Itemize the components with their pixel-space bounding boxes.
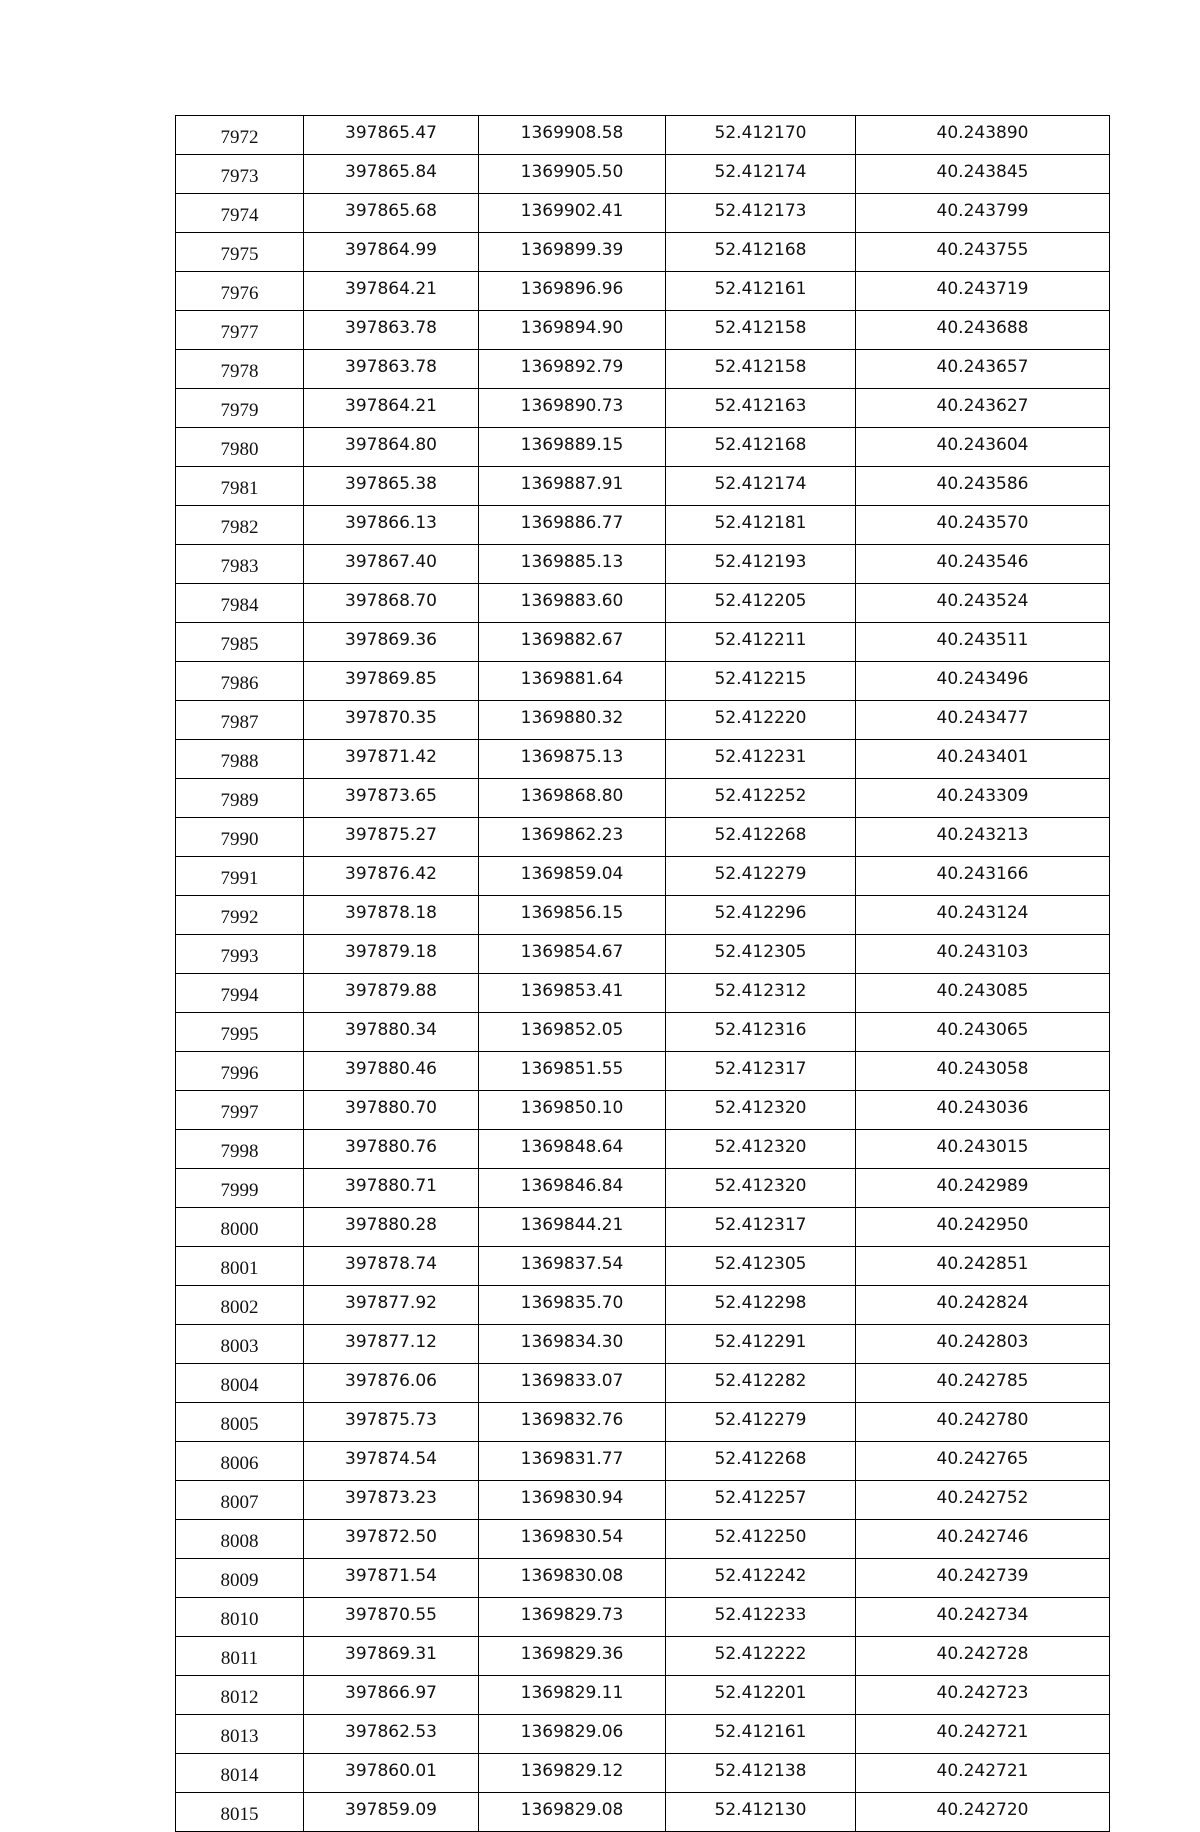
cell-x: 397869.31 — [304, 1637, 479, 1676]
cell-longitude: 40.243124 — [856, 896, 1110, 935]
cell-longitude: 40.243799 — [856, 194, 1110, 233]
cell-x: 397865.38 — [304, 467, 479, 506]
cell-y: 1369830.08 — [479, 1559, 666, 1598]
cell-longitude: 40.242989 — [856, 1169, 1110, 1208]
table-row — [176, 818, 1110, 857]
table-row — [176, 311, 1110, 350]
cell-latitude: 52.412211 — [666, 623, 856, 662]
table-row — [176, 1247, 1110, 1286]
cell-latitude: 52.412316 — [666, 1013, 856, 1052]
cell-latitude: 52.412174 — [666, 155, 856, 194]
cell-y: 1369848.64 — [479, 1130, 666, 1169]
cell-x: 397870.55 — [304, 1598, 479, 1637]
cell-x: 397871.54 — [304, 1559, 479, 1598]
cell-latitude: 52.412312 — [666, 974, 856, 1013]
cell-x: 397880.70 — [304, 1091, 479, 1130]
cell-longitude: 40.242723 — [856, 1676, 1110, 1715]
cell-point-id: 7988 — [176, 740, 304, 779]
cell-point-id: 7979 — [176, 389, 304, 428]
cell-longitude: 40.243688 — [856, 311, 1110, 350]
table-row — [176, 584, 1110, 623]
cell-x: 397862.53 — [304, 1715, 479, 1754]
table-row — [176, 623, 1110, 662]
cell-latitude: 52.412317 — [666, 1208, 856, 1247]
cell-x: 397877.12 — [304, 1325, 479, 1364]
cell-x: 397872.50 — [304, 1520, 479, 1559]
cell-x: 397870.35 — [304, 701, 479, 740]
table-row — [176, 1130, 1110, 1169]
cell-y: 1369899.39 — [479, 233, 666, 272]
cell-point-id: 8003 — [176, 1325, 304, 1364]
cell-latitude: 52.412163 — [666, 389, 856, 428]
cell-y: 1369846.84 — [479, 1169, 666, 1208]
cell-latitude: 52.412161 — [666, 272, 856, 311]
cell-y: 1369887.91 — [479, 467, 666, 506]
cell-x: 397863.78 — [304, 350, 479, 389]
cell-latitude: 52.412231 — [666, 740, 856, 779]
cell-y: 1369868.80 — [479, 779, 666, 818]
table-row — [176, 1637, 1110, 1676]
cell-latitude: 52.412220 — [666, 701, 856, 740]
cell-longitude: 40.243524 — [856, 584, 1110, 623]
cell-y: 1369829.12 — [479, 1754, 666, 1793]
cell-x: 397880.76 — [304, 1130, 479, 1169]
cell-x: 397865.84 — [304, 155, 479, 194]
table-row — [176, 467, 1110, 506]
cell-y: 1369885.13 — [479, 545, 666, 584]
cell-point-id: 7987 — [176, 701, 304, 740]
cell-y: 1369837.54 — [479, 1247, 666, 1286]
cell-point-id: 7995 — [176, 1013, 304, 1052]
cell-y: 1369833.07 — [479, 1364, 666, 1403]
cell-x: 397875.73 — [304, 1403, 479, 1442]
cell-longitude: 40.243058 — [856, 1052, 1110, 1091]
cell-longitude: 40.243586 — [856, 467, 1110, 506]
cell-latitude: 52.412252 — [666, 779, 856, 818]
cell-latitude: 52.412174 — [666, 467, 856, 506]
cell-longitude: 40.243755 — [856, 233, 1110, 272]
cell-longitude: 40.243570 — [856, 506, 1110, 545]
cell-latitude: 52.412257 — [666, 1481, 856, 1520]
cell-longitude: 40.243065 — [856, 1013, 1110, 1052]
table-row — [176, 428, 1110, 467]
cell-latitude: 52.412138 — [666, 1754, 856, 1793]
cell-x: 397874.54 — [304, 1442, 479, 1481]
table-row — [176, 1364, 1110, 1403]
table-row — [176, 233, 1110, 272]
cell-x: 397878.74 — [304, 1247, 479, 1286]
cell-y: 1369852.05 — [479, 1013, 666, 1052]
cell-latitude: 52.412173 — [666, 194, 856, 233]
table-row — [176, 545, 1110, 584]
cell-point-id: 7993 — [176, 935, 304, 974]
cell-longitude: 40.243604 — [856, 428, 1110, 467]
cell-y: 1369894.90 — [479, 311, 666, 350]
table-row — [176, 116, 1110, 155]
cell-x: 397873.23 — [304, 1481, 479, 1520]
cell-longitude: 40.243627 — [856, 389, 1110, 428]
cell-point-id: 7978 — [176, 350, 304, 389]
cell-x: 397877.92 — [304, 1286, 479, 1325]
cell-point-id: 7980 — [176, 428, 304, 467]
cell-y: 1369853.41 — [479, 974, 666, 1013]
cell-point-id: 7982 — [176, 506, 304, 545]
cell-latitude: 52.412233 — [666, 1598, 856, 1637]
cell-y: 1369881.64 — [479, 662, 666, 701]
cell-point-id: 7984 — [176, 584, 304, 623]
cell-longitude: 40.242728 — [856, 1637, 1110, 1676]
cell-x: 397880.34 — [304, 1013, 479, 1052]
cell-x: 397869.36 — [304, 623, 479, 662]
cell-longitude: 40.243890 — [856, 116, 1110, 155]
cell-x: 397876.06 — [304, 1364, 479, 1403]
cell-latitude: 52.412279 — [666, 1403, 856, 1442]
cell-longitude: 40.242780 — [856, 1403, 1110, 1442]
cell-y: 1369835.70 — [479, 1286, 666, 1325]
cell-x: 397878.18 — [304, 896, 479, 935]
cell-latitude: 52.412181 — [666, 506, 856, 545]
cell-y: 1369880.32 — [479, 701, 666, 740]
cell-y: 1369902.41 — [479, 194, 666, 233]
cell-point-id: 7999 — [176, 1169, 304, 1208]
cell-y: 1369890.73 — [479, 389, 666, 428]
cell-latitude: 52.412193 — [666, 545, 856, 584]
cell-latitude: 52.412305 — [666, 935, 856, 974]
table-row — [176, 1208, 1110, 1247]
cell-point-id: 7972 — [176, 116, 304, 155]
cell-point-id: 8006 — [176, 1442, 304, 1481]
cell-y: 1369862.23 — [479, 818, 666, 857]
table-row — [176, 1286, 1110, 1325]
cell-latitude: 52.412320 — [666, 1091, 856, 1130]
cell-x: 397875.27 — [304, 818, 479, 857]
cell-latitude: 52.412268 — [666, 1442, 856, 1481]
cell-latitude: 52.412158 — [666, 350, 856, 389]
cell-latitude: 52.412168 — [666, 233, 856, 272]
cell-latitude: 52.412282 — [666, 1364, 856, 1403]
cell-y: 1369829.06 — [479, 1715, 666, 1754]
cell-y: 1369829.36 — [479, 1637, 666, 1676]
cell-y: 1369829.73 — [479, 1598, 666, 1637]
cell-longitude: 40.242851 — [856, 1247, 1110, 1286]
cell-longitude: 40.243496 — [856, 662, 1110, 701]
table-row — [176, 1793, 1110, 1832]
cell-point-id: 8007 — [176, 1481, 304, 1520]
cell-longitude: 40.243103 — [856, 935, 1110, 974]
coordinates-table-body — [176, 116, 1110, 1832]
table-row — [176, 1520, 1110, 1559]
cell-latitude: 52.412291 — [666, 1325, 856, 1364]
cell-point-id: 8010 — [176, 1598, 304, 1637]
cell-longitude: 40.243511 — [856, 623, 1110, 662]
table-row — [176, 1481, 1110, 1520]
table-row — [176, 1325, 1110, 1364]
cell-point-id: 7991 — [176, 857, 304, 896]
cell-point-id: 7975 — [176, 233, 304, 272]
cell-y: 1369832.76 — [479, 1403, 666, 1442]
cell-point-id: 7981 — [176, 467, 304, 506]
cell-longitude: 40.243845 — [856, 155, 1110, 194]
cell-longitude: 40.243657 — [856, 350, 1110, 389]
cell-x: 397880.28 — [304, 1208, 479, 1247]
cell-longitude: 40.242803 — [856, 1325, 1110, 1364]
cell-point-id: 8001 — [176, 1247, 304, 1286]
cell-longitude: 40.243036 — [856, 1091, 1110, 1130]
cell-point-id: 8008 — [176, 1520, 304, 1559]
cell-y: 1369908.58 — [479, 116, 666, 155]
cell-x: 397879.18 — [304, 935, 479, 974]
cell-x: 397879.88 — [304, 974, 479, 1013]
cell-latitude: 52.412130 — [666, 1793, 856, 1832]
cell-y: 1369892.79 — [479, 350, 666, 389]
table-row — [176, 1754, 1110, 1793]
cell-latitude: 52.412250 — [666, 1520, 856, 1559]
cell-y: 1369905.50 — [479, 155, 666, 194]
table-row — [176, 662, 1110, 701]
cell-point-id: 7998 — [176, 1130, 304, 1169]
cell-latitude: 52.412242 — [666, 1559, 856, 1598]
cell-x: 397868.70 — [304, 584, 479, 623]
table-row — [176, 389, 1110, 428]
cell-longitude: 40.243546 — [856, 545, 1110, 584]
cell-point-id: 8011 — [176, 1637, 304, 1676]
cell-x: 397871.42 — [304, 740, 479, 779]
table-row — [176, 272, 1110, 311]
cell-point-id: 7974 — [176, 194, 304, 233]
cell-point-id: 7992 — [176, 896, 304, 935]
cell-longitude: 40.242739 — [856, 1559, 1110, 1598]
cell-y: 1369830.94 — [479, 1481, 666, 1520]
cell-y: 1369856.15 — [479, 896, 666, 935]
table-row — [176, 1676, 1110, 1715]
cell-y: 1369831.77 — [479, 1442, 666, 1481]
cell-x: 397865.47 — [304, 116, 479, 155]
cell-x: 397876.42 — [304, 857, 479, 896]
cell-x: 397864.99 — [304, 233, 479, 272]
table-row — [176, 857, 1110, 896]
cell-x: 397880.46 — [304, 1052, 479, 1091]
cell-longitude: 40.243401 — [856, 740, 1110, 779]
cell-point-id: 8012 — [176, 1676, 304, 1715]
cell-point-id: 8014 — [176, 1754, 304, 1793]
cell-x: 397864.80 — [304, 428, 479, 467]
cell-y: 1369834.30 — [479, 1325, 666, 1364]
cell-y: 1369875.13 — [479, 740, 666, 779]
cell-y: 1369886.77 — [479, 506, 666, 545]
cell-longitude: 40.242950 — [856, 1208, 1110, 1247]
cell-point-id: 8000 — [176, 1208, 304, 1247]
table-row — [176, 1013, 1110, 1052]
cell-longitude: 40.243309 — [856, 779, 1110, 818]
coordinates-table — [175, 115, 1110, 1832]
cell-point-id: 8004 — [176, 1364, 304, 1403]
table-row — [176, 155, 1110, 194]
cell-point-id: 7997 — [176, 1091, 304, 1130]
cell-longitude: 40.242752 — [856, 1481, 1110, 1520]
cell-longitude: 40.243015 — [856, 1130, 1110, 1169]
table-row — [176, 350, 1110, 389]
cell-point-id: 7973 — [176, 155, 304, 194]
cell-point-id: 7983 — [176, 545, 304, 584]
table-row — [176, 506, 1110, 545]
table-row — [176, 935, 1110, 974]
cell-x: 397873.65 — [304, 779, 479, 818]
table-row — [176, 1403, 1110, 1442]
table-row — [176, 779, 1110, 818]
cell-x: 397860.01 — [304, 1754, 479, 1793]
cell-latitude: 52.412320 — [666, 1130, 856, 1169]
cell-latitude: 52.412305 — [666, 1247, 856, 1286]
cell-x: 397866.13 — [304, 506, 479, 545]
table-row — [176, 1052, 1110, 1091]
cell-x: 397864.21 — [304, 272, 479, 311]
cell-y: 1369844.21 — [479, 1208, 666, 1247]
cell-latitude: 52.412279 — [666, 857, 856, 896]
cell-longitude: 40.243166 — [856, 857, 1110, 896]
cell-longitude: 40.242720 — [856, 1793, 1110, 1832]
table-row — [176, 1559, 1110, 1598]
table-row — [176, 1442, 1110, 1481]
cell-latitude: 52.412158 — [666, 311, 856, 350]
table-row — [176, 1091, 1110, 1130]
cell-latitude: 52.412168 — [666, 428, 856, 467]
cell-longitude: 40.242721 — [856, 1754, 1110, 1793]
table-row — [176, 701, 1110, 740]
cell-longitude: 40.242824 — [856, 1286, 1110, 1325]
cell-point-id: 7990 — [176, 818, 304, 857]
cell-latitude: 52.412161 — [666, 1715, 856, 1754]
cell-x: 397863.78 — [304, 311, 479, 350]
cell-point-id: 7976 — [176, 272, 304, 311]
cell-longitude: 40.243477 — [856, 701, 1110, 740]
cell-y: 1369889.15 — [479, 428, 666, 467]
cell-point-id: 7994 — [176, 974, 304, 1013]
cell-point-id: 8009 — [176, 1559, 304, 1598]
cell-longitude: 40.243085 — [856, 974, 1110, 1013]
cell-y: 1369854.67 — [479, 935, 666, 974]
table-row — [176, 740, 1110, 779]
cell-x: 397869.85 — [304, 662, 479, 701]
cell-longitude: 40.242734 — [856, 1598, 1110, 1637]
table-row — [176, 1169, 1110, 1208]
cell-latitude: 52.412201 — [666, 1676, 856, 1715]
cell-point-id: 8015 — [176, 1793, 304, 1832]
cell-point-id: 8002 — [176, 1286, 304, 1325]
cell-latitude: 52.412317 — [666, 1052, 856, 1091]
cell-x: 397864.21 — [304, 389, 479, 428]
cell-y: 1369829.11 — [479, 1676, 666, 1715]
table-row — [176, 194, 1110, 233]
cell-point-id: 7986 — [176, 662, 304, 701]
cell-latitude: 52.412268 — [666, 818, 856, 857]
cell-y: 1369851.55 — [479, 1052, 666, 1091]
table-row — [176, 1598, 1110, 1637]
cell-latitude: 52.412296 — [666, 896, 856, 935]
cell-point-id: 7985 — [176, 623, 304, 662]
cell-latitude: 52.412298 — [666, 1286, 856, 1325]
cell-longitude: 40.243719 — [856, 272, 1110, 311]
cell-longitude: 40.242765 — [856, 1442, 1110, 1481]
cell-x: 397880.71 — [304, 1169, 479, 1208]
cell-latitude: 52.412170 — [666, 116, 856, 155]
cell-longitude: 40.242746 — [856, 1520, 1110, 1559]
cell-y: 1369829.08 — [479, 1793, 666, 1832]
cell-longitude: 40.243213 — [856, 818, 1110, 857]
table-row — [176, 896, 1110, 935]
table-row — [176, 1715, 1110, 1754]
cell-latitude: 52.412215 — [666, 662, 856, 701]
cell-point-id: 7977 — [176, 311, 304, 350]
cell-point-id: 7996 — [176, 1052, 304, 1091]
cell-y: 1369896.96 — [479, 272, 666, 311]
cell-y: 1369859.04 — [479, 857, 666, 896]
cell-point-id: 8005 — [176, 1403, 304, 1442]
cell-x: 397859.09 — [304, 1793, 479, 1832]
cell-longitude: 40.242785 — [856, 1364, 1110, 1403]
table-row — [176, 974, 1110, 1013]
cell-y: 1369850.10 — [479, 1091, 666, 1130]
cell-latitude: 52.412320 — [666, 1169, 856, 1208]
cell-x: 397865.68 — [304, 194, 479, 233]
cell-x: 397866.97 — [304, 1676, 479, 1715]
cell-latitude: 52.412205 — [666, 584, 856, 623]
cell-point-id: 8013 — [176, 1715, 304, 1754]
cell-longitude: 40.242721 — [856, 1715, 1110, 1754]
cell-latitude: 52.412222 — [666, 1637, 856, 1676]
cell-x: 397867.40 — [304, 545, 479, 584]
cell-y: 1369882.67 — [479, 623, 666, 662]
cell-y: 1369830.54 — [479, 1520, 666, 1559]
cell-y: 1369883.60 — [479, 584, 666, 623]
cell-point-id: 7989 — [176, 779, 304, 818]
